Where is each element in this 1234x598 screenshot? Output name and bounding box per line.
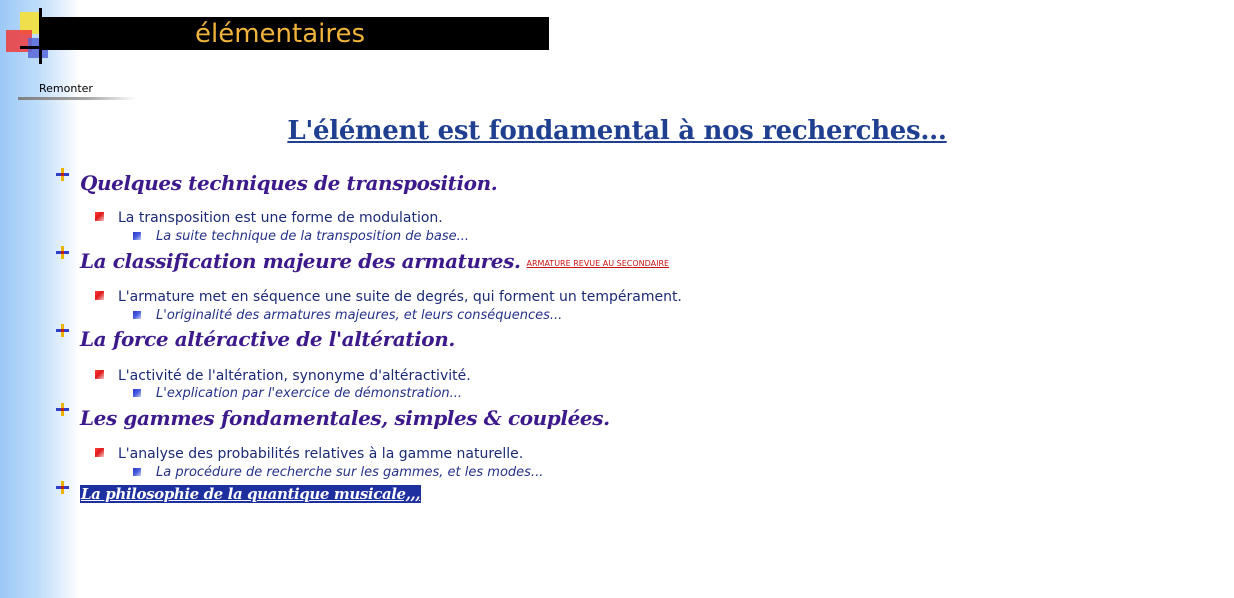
main-heading-link[interactable]: L'élément est fondamental à nos recherches...: [287, 116, 947, 146]
sub-list-item-link[interactable]: L'originalité des armatures majeures, et leurs conséquences...: [156, 308, 563, 323]
status-badge-link[interactable]: ARMATURE REVUE AU SECONDAIRE: [526, 259, 670, 268]
plus-bullet-icon: [56, 481, 69, 494]
section-title-link[interactable]: Quelques techniques de transposition.: [80, 171, 498, 195]
section-title-link-selected[interactable]: La philosophie de la quantique musicale,,,: [81, 485, 421, 503]
section-title-link[interactable]: Les gammes fondamentales, simples & couplées.: [80, 406, 610, 430]
list-item-link[interactable]: La transposition est une forme de modulation.: [118, 210, 443, 226]
section-title-text: La classification majeure des armatures.: [80, 249, 521, 273]
red-square-bullet-icon: [95, 291, 104, 300]
red-square-bullet-icon: [95, 448, 104, 457]
plus-bullet-icon: [56, 246, 69, 259]
section-title-link[interactable]: La force altéractive de l'altération.: [80, 327, 455, 351]
plus-bullet-icon: [56, 324, 69, 337]
plus-bullet-icon: [56, 168, 69, 181]
list-item-link[interactable]: L'analyse des probabilités relatives à la gamme naturelle.: [118, 446, 524, 462]
sub-list-item-link[interactable]: La suite technique de la transposition de base...: [156, 229, 470, 244]
blue-square-bullet-icon: [133, 232, 141, 240]
blue-square-bullet-icon: [133, 311, 141, 319]
red-square-bullet-icon: [95, 370, 104, 379]
blue-square-bullet-icon: [133, 389, 141, 397]
section-title-link[interactable]: [80, 249, 669, 273]
list-item-link[interactable]: L'armature met en séquence une suite de degrés, qui forment un tempérament.: [118, 289, 682, 305]
main-heading: [0, 116, 1234, 146]
nav-up-link[interactable]: Remonter: [39, 82, 93, 95]
list-item-link[interactable]: L'activité de l'altération, synonyme d'altéractivité.: [118, 368, 471, 384]
page-title: élémentaires: [195, 19, 366, 49]
nav-divider: [18, 97, 136, 100]
plus-bullet-icon: [56, 403, 69, 416]
blue-square-bullet-icon: [133, 468, 141, 476]
sub-list-item-link[interactable]: L'explication par l'exercice de démonstration...: [156, 386, 463, 401]
red-square-bullet-icon: [95, 212, 104, 221]
sub-list-item-link[interactable]: La procédure de recherche sur les gammes, et les modes...: [156, 465, 544, 480]
